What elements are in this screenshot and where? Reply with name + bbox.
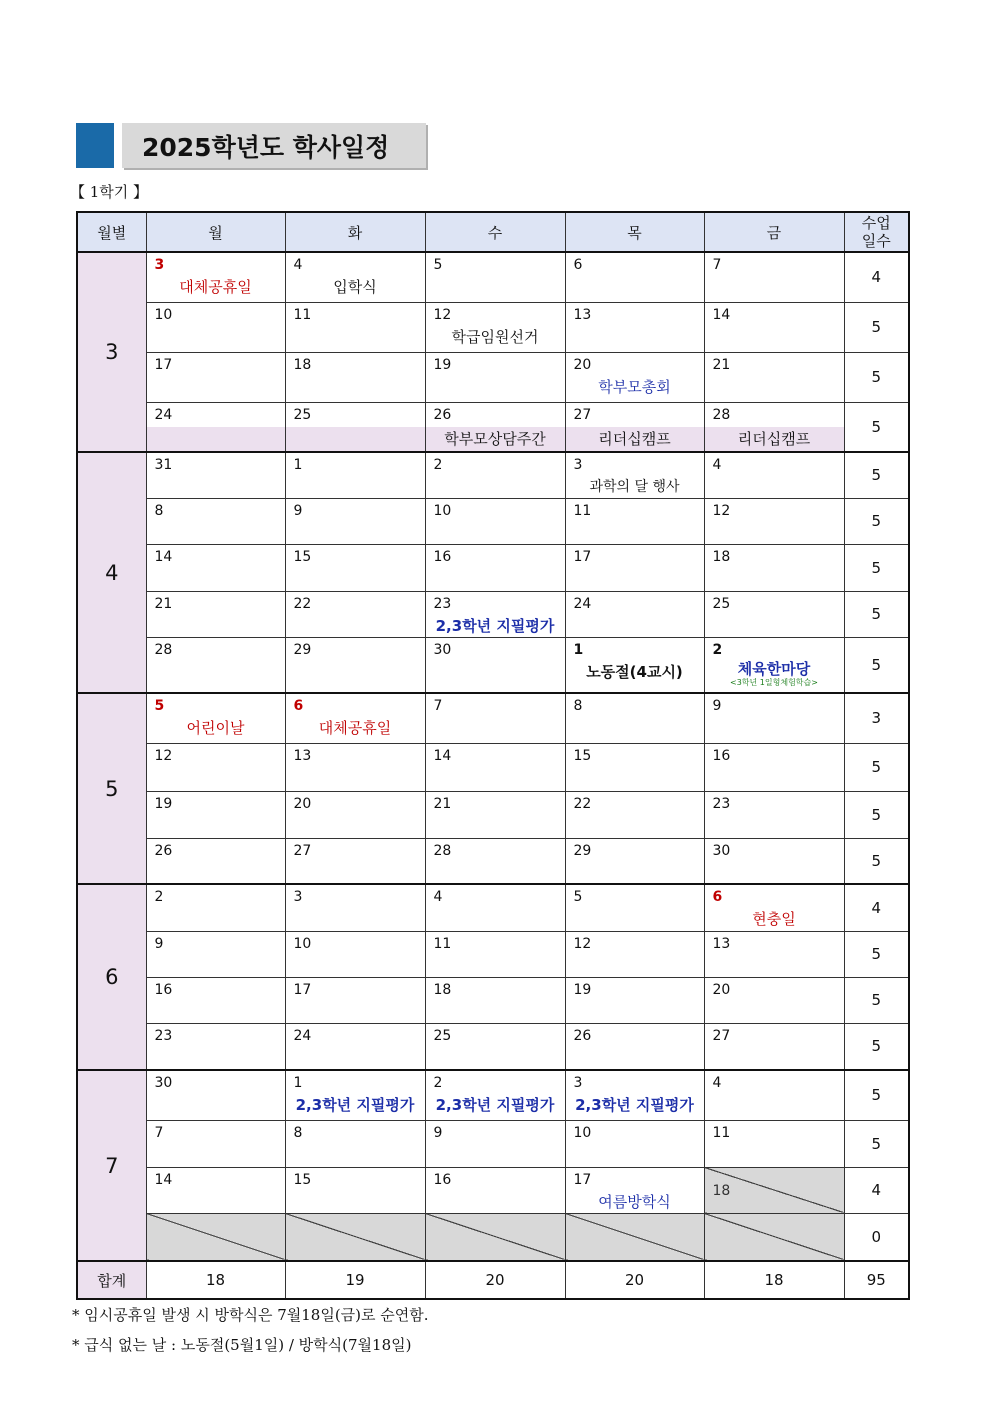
day-cell bbox=[146, 252, 285, 302]
class-days-count: 5 bbox=[844, 791, 909, 838]
day-cell bbox=[565, 931, 704, 977]
day-number: 23 bbox=[154, 1027, 173, 1044]
totals-label: 합계 bbox=[77, 1261, 146, 1299]
day-cell bbox=[425, 1167, 565, 1213]
day-number: 29 bbox=[293, 641, 312, 658]
day-number: 11 bbox=[293, 306, 312, 323]
day-number: 5 bbox=[573, 889, 583, 905]
day-number: 13 bbox=[293, 747, 312, 764]
day-cell bbox=[285, 743, 425, 791]
day-number: 16 bbox=[433, 548, 452, 565]
total-value: 20 bbox=[425, 1261, 565, 1299]
event-label: 어린이날 bbox=[186, 719, 245, 737]
total-value: 18 bbox=[704, 1261, 844, 1299]
day-number: 15 bbox=[293, 1171, 312, 1188]
header-class-days-line1: 수업 bbox=[861, 214, 891, 232]
day-number: 3 bbox=[293, 889, 303, 905]
day-cell bbox=[565, 544, 704, 591]
day-cell bbox=[146, 1167, 285, 1213]
day-cell bbox=[425, 352, 565, 402]
total-value: 18 bbox=[146, 1261, 285, 1299]
day-cell bbox=[704, 352, 844, 402]
total-value: 19 bbox=[285, 1261, 425, 1299]
day-cell bbox=[285, 931, 425, 977]
day-number: 24 bbox=[293, 1027, 312, 1044]
event-label: 대체공휴일 bbox=[179, 278, 252, 296]
class-days-count: 4 bbox=[844, 252, 909, 302]
class-days-count: 5 bbox=[844, 498, 909, 544]
day-number: 2 bbox=[433, 457, 443, 473]
day-cell bbox=[704, 1120, 844, 1167]
day-number: 21 bbox=[433, 795, 452, 812]
header-day-thu: 목 bbox=[565, 212, 704, 252]
day-cell bbox=[146, 1213, 285, 1261]
day-number: 26 bbox=[433, 406, 452, 423]
day-number: 25 bbox=[712, 595, 731, 612]
day-number: 19 bbox=[573, 981, 592, 998]
day-number: 12 bbox=[712, 502, 731, 519]
day-cell bbox=[285, 1120, 425, 1167]
day-cell bbox=[425, 1023, 565, 1070]
header-month: 월별 bbox=[77, 212, 146, 252]
day-number: 15 bbox=[293, 548, 312, 565]
day-cell bbox=[425, 977, 565, 1023]
day-cell bbox=[285, 1023, 425, 1070]
day-number: 3 bbox=[573, 457, 583, 473]
day-cell bbox=[704, 498, 844, 544]
total-sum: 95 bbox=[844, 1261, 909, 1299]
day-cell bbox=[285, 1070, 425, 1120]
day-cell bbox=[146, 1023, 285, 1070]
class-days-count: 5 bbox=[844, 452, 909, 498]
week-row bbox=[77, 498, 909, 544]
event-label: 2,3학년 지필평가 bbox=[575, 1096, 694, 1114]
header-class-days bbox=[844, 212, 909, 252]
class-days-count: 5 bbox=[844, 544, 909, 591]
day-number: 7 bbox=[433, 698, 443, 714]
note-item: * 급식 없는 날 : 노동절(5월1일) / 방학식(7월18일) bbox=[72, 1336, 412, 1354]
day-cell bbox=[146, 838, 285, 884]
day-cell bbox=[704, 977, 844, 1023]
day-number: 1 bbox=[573, 641, 584, 658]
month-label: 4 bbox=[77, 452, 146, 693]
day-number: 18 bbox=[293, 356, 312, 373]
day-number: 7 bbox=[154, 1124, 164, 1141]
day-cell bbox=[565, 1167, 704, 1213]
day-number: 8 bbox=[154, 502, 164, 519]
class-days-count: 5 bbox=[844, 931, 909, 977]
event-label: 리더십캠프 bbox=[737, 430, 811, 448]
week-row bbox=[77, 302, 909, 352]
day-number: 27 bbox=[293, 842, 312, 859]
day-cell bbox=[565, 1213, 704, 1261]
day-cell bbox=[146, 498, 285, 544]
day-cell bbox=[146, 1120, 285, 1167]
week-row bbox=[77, 352, 909, 402]
day-cell bbox=[285, 591, 425, 637]
day-number: 6 bbox=[573, 257, 583, 273]
week-row bbox=[77, 838, 909, 884]
week-row bbox=[77, 1167, 909, 1213]
day-cell bbox=[704, 452, 844, 498]
day-cell bbox=[704, 252, 844, 302]
day-number: 7 bbox=[712, 257, 722, 273]
day-number: 4 bbox=[293, 257, 303, 273]
day-cell bbox=[565, 693, 704, 743]
day-number: 8 bbox=[573, 698, 583, 714]
day-number: 9 bbox=[433, 1124, 443, 1141]
day-number: 2 bbox=[712, 641, 723, 658]
header-day-fri: 금 bbox=[704, 212, 844, 252]
day-cell bbox=[704, 884, 844, 931]
event-label: 리더십캠프 bbox=[598, 430, 671, 448]
day-number: 22 bbox=[293, 595, 312, 612]
event-label: 체육한마당 bbox=[737, 659, 811, 678]
header-class-days-line2: 일수 bbox=[861, 232, 891, 250]
day-number: 4 bbox=[433, 889, 443, 905]
week-row bbox=[77, 931, 909, 977]
event-sublabel: <3학년 1일형체험학습> bbox=[730, 677, 818, 687]
day-number: 14 bbox=[433, 747, 452, 764]
day-number: 23 bbox=[712, 795, 731, 812]
day-number: 11 bbox=[712, 1124, 731, 1141]
class-days-count: 5 bbox=[844, 402, 909, 452]
header-row bbox=[77, 212, 909, 252]
day-cell bbox=[704, 1070, 844, 1120]
event-label: 2,3학년 지필평가 bbox=[435, 1096, 555, 1114]
event-label: 학부모총회 bbox=[598, 377, 671, 396]
header-day-tue: 화 bbox=[285, 212, 425, 252]
day-number: 21 bbox=[712, 356, 731, 373]
day-number: 17 bbox=[293, 981, 312, 998]
day-number: 10 bbox=[433, 502, 452, 519]
class-days-count: 5 bbox=[844, 1070, 909, 1120]
class-days-count: 5 bbox=[844, 1120, 909, 1167]
week-row bbox=[77, 791, 909, 838]
day-number: 5 bbox=[154, 698, 165, 714]
day-number: 20 bbox=[293, 795, 312, 812]
day-number: 16 bbox=[712, 747, 731, 764]
title-accent-square bbox=[76, 123, 114, 168]
day-number: 2 bbox=[433, 1075, 443, 1091]
day-number: 10 bbox=[154, 306, 173, 323]
class-days-count: 5 bbox=[844, 977, 909, 1023]
day-number: 5 bbox=[433, 257, 443, 273]
day-cell bbox=[285, 352, 425, 402]
day-number: 2 bbox=[154, 889, 164, 905]
day-cell bbox=[704, 791, 844, 838]
day-number: 9 bbox=[293, 502, 303, 519]
day-cell bbox=[146, 402, 285, 452]
total-value: 20 bbox=[565, 1261, 704, 1299]
day-number: 20 bbox=[573, 356, 592, 373]
day-cell bbox=[146, 1070, 285, 1120]
day-number: 16 bbox=[154, 981, 173, 998]
day-cell bbox=[565, 884, 704, 931]
title-box bbox=[122, 123, 426, 168]
class-days-count: 5 bbox=[844, 637, 909, 693]
day-number: 14 bbox=[154, 1171, 173, 1188]
day-cell bbox=[704, 1213, 844, 1261]
totals-row bbox=[77, 1261, 909, 1299]
event-label: 현충일 bbox=[752, 910, 796, 928]
day-number: 19 bbox=[433, 356, 452, 373]
day-number: 14 bbox=[712, 306, 731, 323]
day-number: 25 bbox=[293, 406, 312, 423]
day-cell bbox=[285, 884, 425, 931]
day-cell bbox=[565, 452, 704, 498]
day-number: 18 bbox=[712, 1182, 731, 1199]
day-cell bbox=[704, 402, 844, 452]
day-cell bbox=[565, 498, 704, 544]
day-cell bbox=[425, 637, 565, 693]
day-number: 9 bbox=[154, 935, 164, 952]
week-row bbox=[77, 402, 909, 452]
day-number: 6 bbox=[712, 889, 723, 905]
day-cell bbox=[285, 498, 425, 544]
day-cell bbox=[704, 591, 844, 637]
day-cell bbox=[146, 791, 285, 838]
day-cell bbox=[285, 791, 425, 838]
day-number: 3 bbox=[573, 1075, 583, 1091]
header-day-mon: 월 bbox=[146, 212, 285, 252]
day-number: 1 bbox=[293, 457, 303, 473]
notes bbox=[72, 1300, 429, 1360]
day-cell bbox=[425, 452, 565, 498]
day-cell bbox=[146, 591, 285, 637]
day-number: 15 bbox=[573, 747, 592, 764]
week-row bbox=[77, 591, 909, 637]
day-cell bbox=[565, 352, 704, 402]
class-days-count: 0 bbox=[844, 1213, 909, 1261]
day-number: 10 bbox=[573, 1124, 592, 1141]
day-cell bbox=[425, 791, 565, 838]
schedule-table bbox=[76, 211, 910, 1300]
week-row bbox=[77, 544, 909, 591]
day-cell bbox=[565, 591, 704, 637]
day-cell bbox=[425, 931, 565, 977]
class-days-count: 5 bbox=[844, 838, 909, 884]
day-number: 17 bbox=[573, 548, 592, 565]
day-cell bbox=[425, 838, 565, 884]
day-number: 16 bbox=[433, 1171, 452, 1188]
event-label: 대체공휴일 bbox=[318, 719, 392, 737]
day-number: 13 bbox=[712, 935, 731, 952]
week-row bbox=[77, 252, 909, 302]
day-number: 8 bbox=[293, 1124, 303, 1141]
day-number: 28 bbox=[712, 406, 731, 423]
day-cell bbox=[285, 977, 425, 1023]
event-label: 입학식 bbox=[333, 278, 377, 296]
day-cell bbox=[285, 252, 425, 302]
day-cell bbox=[285, 1213, 425, 1261]
day-cell bbox=[146, 977, 285, 1023]
day-cell bbox=[704, 693, 844, 743]
day-number: 25 bbox=[433, 1027, 452, 1044]
day-cell bbox=[565, 637, 704, 693]
day-cell bbox=[285, 402, 425, 452]
event-label: 과학의 달 행사 bbox=[589, 479, 680, 495]
day-cell bbox=[146, 637, 285, 693]
day-cell bbox=[704, 838, 844, 884]
day-cell bbox=[704, 931, 844, 977]
day-cell bbox=[565, 977, 704, 1023]
day-cell bbox=[285, 693, 425, 743]
month-label: 6 bbox=[77, 884, 146, 1070]
day-cell bbox=[425, 1070, 565, 1120]
day-cell bbox=[146, 693, 285, 743]
day-number: 1 bbox=[293, 1075, 303, 1091]
day-number: 27 bbox=[573, 406, 592, 423]
day-number: 18 bbox=[712, 548, 731, 565]
day-number: 12 bbox=[573, 935, 592, 952]
day-cell bbox=[146, 352, 285, 402]
day-number: 28 bbox=[154, 641, 173, 658]
day-number: 27 bbox=[712, 1027, 731, 1044]
day-number: 23 bbox=[433, 595, 452, 612]
week-row bbox=[77, 637, 909, 693]
page-title: 2025학년도 학사일정 bbox=[142, 132, 390, 162]
day-cell bbox=[285, 302, 425, 352]
day-cell bbox=[425, 252, 565, 302]
day-number: 11 bbox=[573, 502, 592, 519]
day-number: 10 bbox=[293, 935, 312, 952]
day-cell bbox=[285, 637, 425, 693]
day-number: 13 bbox=[573, 306, 592, 323]
day-cell bbox=[425, 693, 565, 743]
day-number: 21 bbox=[154, 595, 173, 612]
day-number: 28 bbox=[433, 842, 452, 859]
class-days-count: 5 bbox=[844, 591, 909, 637]
day-number: 30 bbox=[433, 641, 452, 658]
class-days-count: 5 bbox=[844, 743, 909, 791]
week-row bbox=[77, 452, 909, 498]
week-row bbox=[77, 1070, 909, 1120]
day-cell bbox=[146, 302, 285, 352]
day-cell bbox=[565, 1120, 704, 1167]
day-number: 3 bbox=[154, 257, 165, 273]
event-label: 2,3학년 지필평가 bbox=[435, 616, 555, 635]
day-cell bbox=[425, 884, 565, 931]
month-label: 5 bbox=[77, 693, 146, 884]
day-cell bbox=[704, 637, 844, 693]
class-days-count: 5 bbox=[844, 352, 909, 402]
day-number: 11 bbox=[433, 935, 452, 952]
day-number: 29 bbox=[573, 842, 592, 859]
day-cell bbox=[565, 252, 704, 302]
day-number: 9 bbox=[712, 698, 722, 714]
event-band bbox=[147, 427, 285, 451]
day-number: 24 bbox=[154, 406, 173, 423]
day-cell bbox=[565, 402, 704, 452]
day-number: 4 bbox=[712, 457, 722, 473]
day-cell bbox=[425, 1120, 565, 1167]
event-label: 노동절(4교시) bbox=[586, 662, 683, 681]
day-cell bbox=[704, 1023, 844, 1070]
day-number: 4 bbox=[712, 1075, 722, 1091]
day-cell bbox=[425, 1213, 565, 1261]
week-row bbox=[77, 884, 909, 931]
day-number: 30 bbox=[712, 842, 731, 859]
week-row bbox=[77, 693, 909, 743]
day-cell bbox=[425, 544, 565, 591]
day-number: 12 bbox=[154, 747, 173, 764]
class-days-count: 4 bbox=[844, 1167, 909, 1213]
week-row bbox=[77, 1213, 909, 1261]
day-cell bbox=[704, 743, 844, 791]
event-label: 학급임원선거 bbox=[451, 327, 539, 346]
event-label: 학부모상담주간 bbox=[444, 430, 546, 448]
day-number: 22 bbox=[573, 795, 592, 812]
class-days-count: 5 bbox=[844, 302, 909, 352]
day-cell bbox=[425, 743, 565, 791]
day-number: 19 bbox=[154, 795, 173, 812]
day-number: 17 bbox=[154, 356, 173, 373]
day-cell bbox=[565, 1023, 704, 1070]
day-cell bbox=[704, 302, 844, 352]
day-number: 30 bbox=[154, 1075, 173, 1091]
week-row bbox=[77, 977, 909, 1023]
day-cell bbox=[425, 302, 565, 352]
day-number: 20 bbox=[712, 981, 731, 998]
day-cell bbox=[425, 591, 565, 637]
semester-label: 【 1학기 】 bbox=[70, 183, 149, 201]
day-cell bbox=[704, 1167, 844, 1213]
day-cell bbox=[565, 838, 704, 884]
week-row bbox=[77, 1023, 909, 1070]
day-cell bbox=[285, 452, 425, 498]
day-number: 17 bbox=[573, 1171, 592, 1188]
day-cell bbox=[565, 1070, 704, 1120]
class-days-count: 5 bbox=[844, 1023, 909, 1070]
week-row bbox=[77, 743, 909, 791]
day-cell bbox=[425, 402, 565, 452]
day-cell bbox=[285, 1167, 425, 1213]
day-number: 26 bbox=[154, 842, 173, 859]
day-cell bbox=[565, 791, 704, 838]
day-cell bbox=[146, 743, 285, 791]
day-cell bbox=[425, 498, 565, 544]
day-cell bbox=[146, 452, 285, 498]
day-cell bbox=[285, 544, 425, 591]
event-label: 여름방학식 bbox=[598, 1192, 671, 1211]
day-number: 12 bbox=[433, 306, 452, 323]
class-days-count: 4 bbox=[844, 884, 909, 931]
day-cell bbox=[146, 544, 285, 591]
day-cell bbox=[565, 743, 704, 791]
event-label: 2,3학년 지필평가 bbox=[295, 1096, 415, 1114]
day-number: 6 bbox=[293, 698, 304, 714]
day-cell bbox=[146, 884, 285, 931]
week-row bbox=[77, 1120, 909, 1167]
event-band bbox=[286, 427, 425, 451]
month-label: 7 bbox=[77, 1070, 146, 1261]
header-day-wed: 수 bbox=[425, 212, 565, 252]
day-cell bbox=[565, 302, 704, 352]
day-number: 24 bbox=[573, 595, 592, 612]
day-cell bbox=[285, 838, 425, 884]
note-item: * 임시공휴일 발생 시 방학식은 7월18일(금)로 순연함. bbox=[72, 1306, 429, 1324]
day-number: 26 bbox=[573, 1027, 592, 1044]
day-cell bbox=[704, 544, 844, 591]
class-days-count: 3 bbox=[844, 693, 909, 743]
month-label: 3 bbox=[77, 252, 146, 452]
day-number: 14 bbox=[154, 548, 173, 565]
day-number: 31 bbox=[154, 457, 173, 473]
day-cell bbox=[146, 931, 285, 977]
day-number: 18 bbox=[433, 981, 452, 998]
